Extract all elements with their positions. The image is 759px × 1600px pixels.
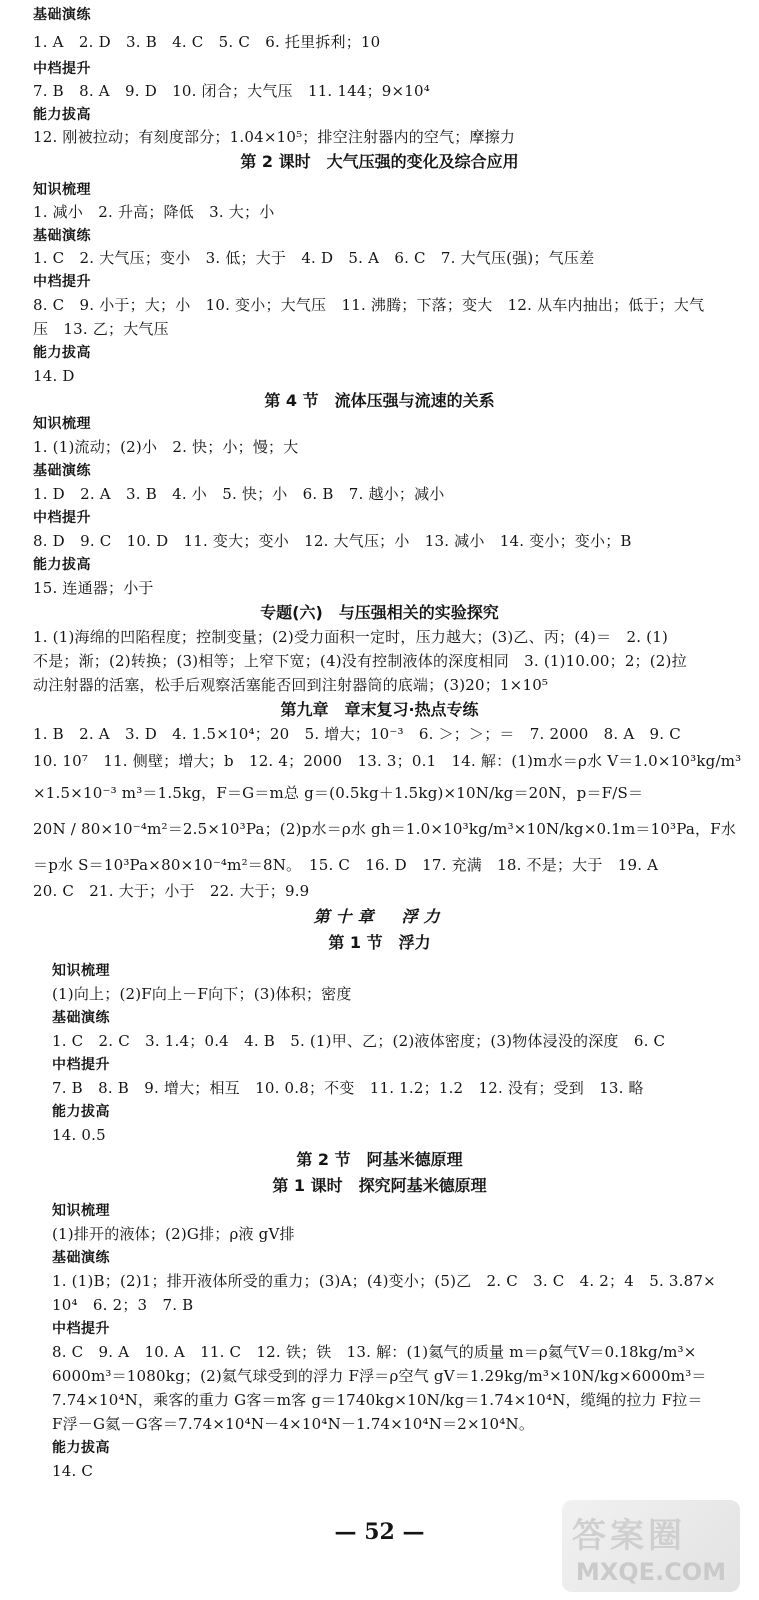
section-title: 第 4 节 流体压强与流速的关系 [264, 391, 495, 410]
answer-line: 1. 减小 2. 升高；降低 3. 大；小 [33, 203, 275, 221]
section-label: 知识梳理 [33, 182, 91, 198]
answer-line: 14. D [33, 367, 75, 385]
answer-line: 14. C [52, 1462, 94, 1480]
answer-line: 10. 10⁷ 11. 侧壁；增大；b 12. 4；2000 13. 3；0.1 14. 解：(1)m水＝ρ水 V＝1.0×10³kg/m³ [33, 752, 742, 770]
answer-line: 8. C 9. 小于；大；小 10. 变小；大气压 11. 沸腾；下落；变大 12. 从车内抽出；低于；大气 [33, 296, 705, 314]
section-label: 中档提升 [52, 1321, 110, 1337]
section-label: 能力拔高 [52, 1104, 110, 1120]
section-label: 知识梳理 [52, 963, 110, 979]
chapter-review-title: 第九章 章末复习·热点专练 [280, 700, 479, 719]
section-label: 能力拔高 [33, 107, 91, 123]
answer-line: 12. 刚被拉动；有刻度部分；1.04×10⁵；排空注射器内的空气；摩擦力 [33, 128, 516, 146]
answer-line: 20N / 80×10⁻⁴m²＝2.5×10³Pa；(2)p水＝ρ水 gh＝1.0×10³kg/m³×10N/kg×0.1m＝10³Pa，F水 [33, 820, 737, 838]
answer-line: 7. B 8. A 9. D 10. 闭合；大气压 11. 144；9×10⁴ [33, 82, 431, 100]
answer-line: 7.74×10⁴N，乘客的重力 G客＝m客 g＝1740kg×10N/kg＝1.74×10⁴N，缆绳的拉力 F拉＝ [52, 1391, 703, 1409]
answer-line: 1. (1)海绵的凹陷程度；控制变量；(2)受力面积一定时，压力越大；(3)乙、丙；(4)＝ 2. (1) [33, 628, 669, 646]
answer-line: 14. 0.5 [52, 1126, 106, 1144]
page-number: — 52 — [334, 1519, 425, 1545]
topic-title: 专题(六) 与压强相关的实验探究 [260, 603, 499, 622]
answer-line: (1)向上；(2)F向上－F向下；(3)体积；密度 [52, 985, 352, 1003]
answer-line: F浮－G氦－G客＝7.74×10⁴N－4×10⁴N－1.74×10⁴N＝2×10⁴N。 [52, 1415, 535, 1433]
watermark-logo [562, 1500, 740, 1592]
section-label: 基础演练 [33, 228, 91, 244]
answer-line: 10⁴ 6. 2；3 7. B [52, 1296, 194, 1314]
section-label: 基础演练 [33, 463, 91, 479]
section-label: 基础演练 [33, 7, 91, 23]
section-label: 知识梳理 [33, 416, 91, 432]
answer-line: 1. D 2. A 3. B 4. 小 5. 快；小 6. B 7. 越小；减小 [33, 485, 445, 503]
watermark-text: 答案圈 [572, 1516, 686, 1556]
section-label: 中档提升 [33, 510, 91, 526]
section-label: 中档提升 [52, 1057, 110, 1073]
section-label: 能力拔高 [33, 345, 91, 361]
answer-line: (1)排开的液体；(2)G排；ρ液 gV排 [52, 1225, 295, 1243]
section-title: 第 2 节 阿基米德原理 [296, 1150, 463, 1169]
answer-line: 动注射器的活塞，松手后观察活塞能否回到注射器筒的底端；(3)20；1×10⁵ [33, 676, 549, 694]
section-label: 中档提升 [33, 274, 91, 290]
answer-line: ＝p水 S＝10³Pa×80×10⁻⁴m²＝8N。 15. C 16. D 17. 充满 18. 不是；大于 19. A [33, 856, 659, 874]
answer-line: 6000m³＝1080kg；(2)氦气球受到的浮力 F浮＝ρ空气 gV＝1.29kg/m³×10N/kg×6000m³＝ [52, 1367, 707, 1385]
section-label: 基础演练 [52, 1250, 110, 1266]
lesson-title: 第 2 课时 大气压强的变化及综合应用 [240, 152, 519, 171]
section-label: 知识梳理 [52, 1203, 110, 1219]
answer-line: ×1.5×10⁻³ m³＝1.5kg，F＝G＝m总 g＝(0.5kg＋1.5kg)×10N/kg＝20N，p＝F/S＝ [33, 784, 644, 802]
chapter-title: 第十章 浮力 [313, 907, 446, 926]
answer-line: 1. (1)流动；(2)小 2. 快；小；慢；大 [33, 438, 299, 456]
answer-line: 1. (1)B；(2)1；排开液体所受的重力；(3)A；(4)变小；(5)乙 2. C 3. C 4. 2；4 5. 3.87× [52, 1272, 716, 1290]
section-label: 基础演练 [52, 1010, 110, 1026]
section-label: 中档提升 [33, 61, 91, 77]
watermark-url: MXQE.COM [575, 1558, 727, 1586]
answer-line: 1. C 2. 大气压；变小 3. 低；大于 4. D 5. A 6. C 7. 大气压(强)；气压差 [33, 249, 595, 267]
answer-line: 20. C 21. 大于；小于 22. 大于；9.9 [33, 882, 310, 900]
answer-line: 7. B 8. B 9. 增大；相互 10. 0.8；不变 11. 1.2；1.2 12. 没有；受到 13. 略 [52, 1079, 644, 1097]
answer-line: 1. C 2. C 3. 1.4；0.4 4. B 5. (1)甲、乙；(2)液体密度；(3)物体浸没的深度 6. C [52, 1032, 666, 1050]
answer-line: 压 13. 乙；大气压 [33, 320, 169, 338]
answer-line: 1. A 2. D 3. B 4. C 5. C 6. 托里拆利；10 [33, 33, 381, 51]
section-title: 第 1 节 浮力 [328, 933, 431, 952]
lesson-title: 第 1 课时 探究阿基米德原理 [272, 1176, 487, 1195]
section-label: 能力拔高 [52, 1440, 110, 1456]
answer-line: 8. D 9. C 10. D 11. 变大；变小 12. 大气压；小 13. 减小 14. 变小；变小；B [33, 532, 632, 550]
answer-line: 8. C 9. A 10. A 11. C 12. 铁；铁 13. 解：(1)氦气的质量 m＝ρ氦气V＝0.18kg/m³× [52, 1343, 697, 1361]
section-label: 能力拔高 [33, 557, 91, 573]
answer-line: 不是；渐；(2)转换；(3)相等；上窄下宽；(4)没有控制液体的深度相同 3. (1)10.00；2；(2)拉 [33, 652, 687, 670]
answer-line: 1. B 2. A 3. D 4. 1.5×10⁴；20 5. 增大；10⁻³ 6. ＞；＞；＝ 7. 2000 8. A 9. C [33, 725, 681, 743]
answer-line: 15. 连通器；小于 [33, 579, 154, 597]
